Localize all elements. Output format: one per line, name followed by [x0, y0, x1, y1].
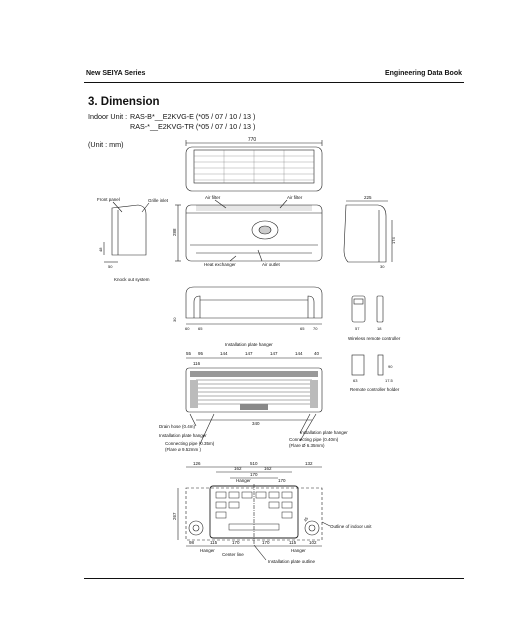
hanger-top-label: Hanger — [236, 478, 251, 483]
dim-132: 132 — [305, 461, 313, 466]
dim-162-a: 162 — [234, 466, 242, 471]
hanger-left-label: Hanger — [200, 548, 215, 553]
install-plate-outline-label: Installation plate outline — [268, 559, 316, 564]
dim-bottom-30: 30 — [172, 317, 177, 322]
wireless-remote-drawing — [352, 296, 383, 331]
dim-top-3: 144 — [220, 351, 228, 356]
remote-holder-drawing — [352, 355, 394, 383]
connecting-pipe-left-label: Connecting pipe (0.35m) — [165, 441, 215, 446]
hanger-right-label: Hanger — [291, 548, 306, 553]
right-side-view — [344, 195, 396, 269]
dim-30-right: 30 — [380, 264, 385, 269]
air-filter-right-label: Air filter — [287, 195, 303, 200]
bottom-view — [172, 287, 322, 331]
dim-holder-90: 90 — [388, 364, 393, 369]
front-panel-label: Front panel — [97, 197, 120, 202]
dim-170-mid: 170 — [278, 478, 286, 483]
dim-126: 126 — [193, 461, 201, 466]
dim-bottom-1: 98 — [189, 540, 195, 545]
knock-out-label: Knock out system — [114, 277, 150, 282]
dim-170-top: 170 — [250, 472, 258, 477]
dim-remote-57: 57 — [355, 326, 360, 331]
front-view — [172, 200, 322, 261]
dim-bottom-65-left: 65 — [198, 326, 203, 331]
section-title: 3. Dimension — [88, 96, 160, 108]
flare-right-label: (Flare Ø 6.35mm) — [289, 443, 325, 448]
outline-indoor-label: Outline of indoor unit — [330, 524, 372, 529]
model-line-2: RAS-*__E2KVG-TR (*05 / 07 / 10 / 13 ) — [130, 122, 256, 131]
dim-340: 340 — [252, 421, 260, 426]
dim-174: 174 — [391, 237, 396, 244]
dim-width: 770 — [247, 137, 257, 143]
dim-bottom-4: 170 — [262, 540, 270, 545]
dim-holder-63: 63 — [353, 378, 358, 383]
top-view — [186, 137, 322, 191]
dim-45: 45 — [302, 516, 310, 523]
dim-bottom-60: 60 — [185, 326, 190, 331]
dim-height: 288 — [172, 228, 177, 236]
heat-exchanger-label: Heat exchanger — [204, 262, 236, 267]
model-line-1: RAS-B*__E2KVG-E (*05 / 07 / 10 / 13 ) — [130, 112, 256, 121]
dim-162-b: 162 — [264, 466, 272, 471]
series-name: New SEIYA Series — [86, 70, 146, 77]
dim-remote-18: 18 — [377, 326, 382, 331]
flare-left-label: (Flare ø 9.52mm ) — [165, 447, 202, 452]
left-side-view — [98, 202, 149, 269]
dim-267: 267 — [172, 512, 177, 520]
dim-510: 510 — [250, 461, 258, 466]
installation-plate-view — [172, 461, 330, 560]
indoor-unit-label: Indoor Unit : — [88, 112, 128, 121]
dim-bottom-70: 70 — [313, 326, 318, 331]
dim-bottom-2: 115 — [210, 540, 218, 545]
dim-top-7: 40 — [314, 351, 320, 356]
dim-116: 116 — [193, 361, 201, 366]
dim-holder-17-5: 17.5 — [385, 378, 393, 383]
unit-note: (Unit : mm) — [88, 140, 124, 149]
install-hanger-top-label: Installation plate hanger — [225, 342, 273, 347]
dim-bottom-5: 115 — [289, 540, 297, 545]
grille-inlet-label: Grille inlet — [148, 198, 169, 203]
center-line-label: Center line — [222, 552, 244, 557]
dim-top-1: 55 — [186, 351, 192, 356]
book-name: Engineering Data Book — [384, 70, 462, 77]
wireless-remote-label: Wireless remote controller — [348, 336, 401, 341]
dim-top-5: 147 — [270, 351, 278, 356]
dim-bottom-3: 170 — [232, 540, 240, 545]
remote-holder-label: Remote controller holder — [350, 387, 400, 392]
air-outlet-label: Air outlet — [262, 262, 280, 267]
dim-depth: 225 — [364, 195, 372, 200]
dim-top-6: 144 — [295, 351, 303, 356]
drain-hose-label: Drain hose (0.4m) — [159, 424, 196, 429]
dim-top-4: 147 — [245, 351, 253, 356]
install-hanger-left-label: Installation plate hanger — [159, 433, 207, 438]
dim-50-left: 50 — [108, 264, 113, 269]
connecting-pipe-right-label: Connecting pipe (0.40m) — [289, 437, 339, 442]
install-hanger-right-label: Installation plate hanger — [300, 430, 348, 435]
dim-top-2: 95 — [198, 351, 204, 356]
air-filter-left-label: Air filter — [205, 195, 221, 200]
dim-48: 48 — [98, 247, 103, 252]
dim-bottom-6: 102 — [309, 540, 317, 545]
dim-bottom-65-right: 65 — [300, 326, 305, 331]
